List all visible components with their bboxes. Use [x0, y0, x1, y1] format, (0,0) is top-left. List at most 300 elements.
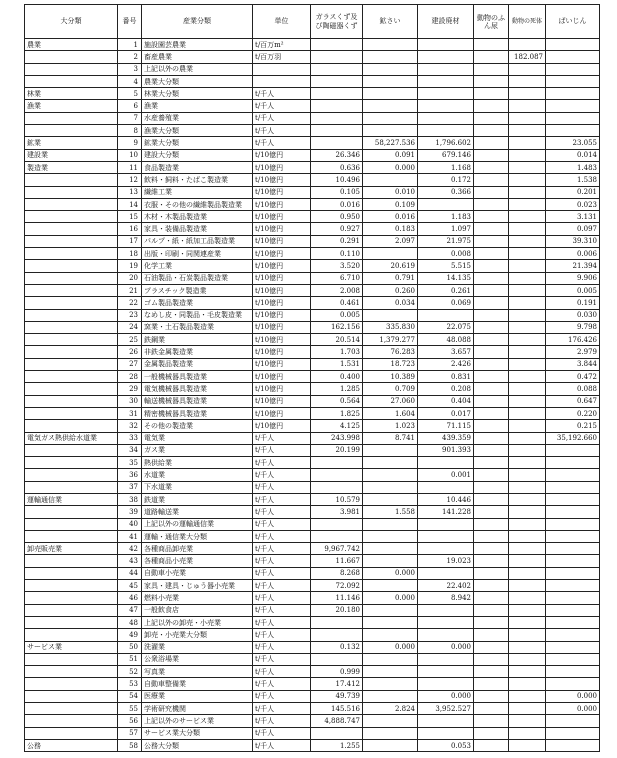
slag-value: 0.709 [363, 383, 418, 395]
row-number: 28 [118, 371, 142, 383]
industry-name: 金属製品製造業 [142, 358, 253, 370]
dust-value [546, 112, 600, 124]
carcass-value [509, 309, 546, 321]
unit-cell: t/千人 [253, 137, 311, 149]
table-row [25, 284, 600, 296]
manure-value [474, 297, 509, 309]
row-number: 22 [118, 297, 142, 309]
glass-value: 4,888.747 [311, 715, 363, 727]
slag-value: 0.016 [363, 211, 418, 223]
table-row [25, 149, 600, 161]
carcass-value [509, 543, 546, 555]
carcass-value [509, 321, 546, 333]
construction-value: 0.366 [418, 186, 474, 198]
construction-value [418, 125, 474, 137]
industry-name: 各種商品小売業 [142, 555, 253, 567]
carcass-value [509, 371, 546, 383]
carcass-value [509, 186, 546, 198]
unit-cell: t/10億円 [253, 358, 311, 370]
glass-value [311, 137, 363, 149]
unit-cell: t/千人 [253, 567, 311, 579]
construction-value: 19.023 [418, 555, 474, 567]
carcass-value [509, 580, 546, 592]
construction-value [418, 39, 474, 51]
dust-value: 9.798 [546, 321, 600, 333]
row-number: 14 [118, 198, 142, 210]
major-cell [25, 469, 118, 481]
manure-value [474, 444, 509, 456]
construction-value [418, 678, 474, 690]
header-slag: 鉱さい [363, 5, 418, 39]
glass-value [311, 653, 363, 665]
glass-value: 6.710 [311, 272, 363, 284]
major-cell [25, 420, 118, 432]
slag-value: 0.034 [363, 297, 418, 309]
major-cell [25, 358, 118, 370]
row-number: 30 [118, 395, 142, 407]
industry-name: 林業大分類 [142, 88, 253, 100]
slag-value [363, 112, 418, 124]
dust-value [546, 727, 600, 739]
carcass-value [509, 149, 546, 161]
table-row [25, 235, 600, 247]
glass-value: 20.199 [311, 444, 363, 456]
row-number: 11 [118, 161, 142, 173]
dust-value [546, 518, 600, 530]
glass-value [311, 88, 363, 100]
row-number: 8 [118, 125, 142, 137]
table-row [25, 198, 600, 210]
major-cell [25, 248, 118, 260]
manure-value [474, 715, 509, 727]
slag-value [363, 125, 418, 137]
table-row [25, 248, 600, 260]
construction-value: 0.261 [418, 284, 474, 296]
glass-value: 145.516 [311, 703, 363, 715]
manure-value [474, 125, 509, 137]
carcass-value [509, 223, 546, 235]
manure-value [474, 51, 509, 63]
dust-value [546, 567, 600, 579]
construction-value: 10.446 [418, 493, 474, 505]
carcass-value [509, 739, 546, 751]
dust-value: 0.201 [546, 186, 600, 198]
unit-cell: t/千人 [253, 444, 311, 456]
glass-value: 0.461 [311, 297, 363, 309]
industry-name: ゴム製品製造業 [142, 297, 253, 309]
unit-cell: t/千人 [253, 629, 311, 641]
row-number: 12 [118, 174, 142, 186]
row-number: 26 [118, 346, 142, 358]
construction-value [418, 481, 474, 493]
slag-value: 0.000 [363, 592, 418, 604]
table-row [25, 321, 600, 333]
table-row [25, 346, 600, 358]
header-glass: ガラスくず及び陶磁器くず [311, 5, 363, 39]
unit-cell: t/10億円 [253, 149, 311, 161]
construction-value [418, 75, 474, 87]
carcass-value [509, 567, 546, 579]
dust-value: 35,192.660 [546, 432, 600, 444]
industry-name: 上記以外の運輸通信業 [142, 518, 253, 530]
carcass-value [509, 555, 546, 567]
industry-name: ガス業 [142, 444, 253, 456]
unit-cell: t/千人 [253, 481, 311, 493]
unit-cell: t/千人 [253, 678, 311, 690]
row-number: 43 [118, 555, 142, 567]
carcass-value [509, 284, 546, 296]
dust-value: 0.191 [546, 297, 600, 309]
slag-value: 58,227.536 [363, 137, 418, 149]
unit-cell: t/10億円 [253, 395, 311, 407]
carcass-value [509, 481, 546, 493]
slag-value [363, 530, 418, 542]
slag-value [363, 88, 418, 100]
dust-value [546, 51, 600, 63]
construction-value [418, 653, 474, 665]
major-cell [25, 309, 118, 321]
major-cell: 公務 [25, 739, 118, 751]
construction-value: 0.208 [418, 383, 474, 395]
unit-cell: t/10億円 [253, 383, 311, 395]
slag-value: 27.060 [363, 395, 418, 407]
table-row [25, 75, 600, 87]
manure-value [474, 395, 509, 407]
row-number: 46 [118, 592, 142, 604]
header-dust: ばいじん [546, 5, 600, 39]
dust-value [546, 641, 600, 653]
construction-value [418, 63, 474, 75]
row-number: 2 [118, 51, 142, 63]
dust-value: 0.215 [546, 420, 600, 432]
slag-value [363, 309, 418, 321]
dust-value: 23.055 [546, 137, 600, 149]
table-row [25, 112, 600, 124]
construction-value [418, 567, 474, 579]
construction-value [418, 616, 474, 628]
industry-name: 医療業 [142, 690, 253, 702]
dust-value [546, 506, 600, 518]
major-cell [25, 407, 118, 419]
manure-value [474, 580, 509, 592]
industry-name: 洗濯業 [142, 641, 253, 653]
dust-value [546, 75, 600, 87]
major-cell [25, 567, 118, 579]
dust-value: 0.006 [546, 248, 600, 260]
construction-value: 439.359 [418, 432, 474, 444]
row-number: 31 [118, 407, 142, 419]
slag-value: 0.260 [363, 284, 418, 296]
table-row [25, 371, 600, 383]
unit-cell: t/千人 [253, 592, 311, 604]
construction-value: 71.115 [418, 420, 474, 432]
industry-name: 熱供給業 [142, 457, 253, 469]
row-number: 25 [118, 334, 142, 346]
major-cell [25, 530, 118, 542]
slag-value: 0.791 [363, 272, 418, 284]
carcass-value [509, 629, 546, 641]
industry-name: 公衆浴場業 [142, 653, 253, 665]
unit-cell: t/千人 [253, 518, 311, 530]
slag-value [363, 75, 418, 87]
manure-value [474, 469, 509, 481]
slag-value [363, 51, 418, 63]
dust-value [546, 616, 600, 628]
unit-cell: t/千人 [253, 666, 311, 678]
slag-value: 18.723 [363, 358, 418, 370]
dust-value [546, 543, 600, 555]
major-cell [25, 383, 118, 395]
table-row [25, 604, 600, 616]
manure-value [474, 272, 509, 284]
carcass-value [509, 346, 546, 358]
industry-name: 木材・木製品製造業 [142, 211, 253, 223]
slag-value: 335.830 [363, 321, 418, 333]
manure-value [474, 137, 509, 149]
unit-cell: t/千人 [253, 616, 311, 628]
carcass-value [509, 727, 546, 739]
table-row [25, 580, 600, 592]
industry-name: 鉄道業 [142, 493, 253, 505]
carcass-value [509, 395, 546, 407]
row-number: 23 [118, 309, 142, 321]
construction-value: 3.657 [418, 346, 474, 358]
table-row [25, 567, 600, 579]
row-number: 15 [118, 211, 142, 223]
slag-value: 1.558 [363, 506, 418, 518]
industry-name: なめし皮・同製品・毛皮製造業 [142, 309, 253, 321]
construction-value [418, 51, 474, 63]
manure-value [474, 112, 509, 124]
table-row [25, 641, 600, 653]
slag-value: 20.619 [363, 260, 418, 272]
dust-value [546, 653, 600, 665]
carcass-value [509, 666, 546, 678]
carcass-value: 182.087 [509, 51, 546, 63]
slag-value: 0.010 [363, 186, 418, 198]
dust-value [546, 739, 600, 751]
carcass-value [509, 469, 546, 481]
construction-value: 21.975 [418, 235, 474, 247]
carcass-value [509, 137, 546, 149]
slag-value: 2.097 [363, 235, 418, 247]
slag-value [363, 604, 418, 616]
dust-value: 1.483 [546, 161, 600, 173]
construction-value: 2.426 [418, 358, 474, 370]
manure-value [474, 358, 509, 370]
row-number: 53 [118, 678, 142, 690]
construction-value: 0.404 [418, 395, 474, 407]
unit-cell: t/10億円 [253, 211, 311, 223]
row-number: 39 [118, 506, 142, 518]
table-row [25, 186, 600, 198]
row-number: 21 [118, 284, 142, 296]
carcass-value [509, 39, 546, 51]
unit-cell: t/千人 [253, 727, 311, 739]
slag-value [363, 653, 418, 665]
unit-cell: t/千人 [253, 703, 311, 715]
glass-value: 1.285 [311, 383, 363, 395]
carcass-value [509, 88, 546, 100]
manure-value [474, 530, 509, 542]
slag-value: 0.000 [363, 161, 418, 173]
table-row [25, 457, 600, 469]
slag-value [363, 469, 418, 481]
manure-value [474, 223, 509, 235]
table-row [25, 383, 600, 395]
unit-cell: t/千人 [253, 125, 311, 137]
glass-value: 1.825 [311, 407, 363, 419]
carcass-value [509, 432, 546, 444]
carcass-value [509, 444, 546, 456]
table-row [25, 727, 600, 739]
industry-name: 電気機械器具製造業 [142, 383, 253, 395]
construction-value: 0.172 [418, 174, 474, 186]
manure-value [474, 518, 509, 530]
glass-value: 1.703 [311, 346, 363, 358]
glass-value [311, 100, 363, 112]
row-number: 45 [118, 580, 142, 592]
unit-cell: t/10億円 [253, 371, 311, 383]
carcass-value [509, 161, 546, 173]
dust-value [546, 88, 600, 100]
industry-name: 上記以外のサービス業 [142, 715, 253, 727]
slag-value [363, 678, 418, 690]
row-number: 37 [118, 481, 142, 493]
manure-value [474, 481, 509, 493]
row-number: 35 [118, 457, 142, 469]
manure-value [474, 88, 509, 100]
unit-cell [253, 63, 311, 75]
major-cell [25, 186, 118, 198]
unit-cell: t/千人 [253, 469, 311, 481]
major-cell [25, 395, 118, 407]
slag-value: 76.283 [363, 346, 418, 358]
construction-value [418, 604, 474, 616]
glass-value [311, 112, 363, 124]
industry-name: 鉄鋼業 [142, 334, 253, 346]
unit-cell: t/10億円 [253, 235, 311, 247]
industry-name: 出版・印刷・同関連産業 [142, 248, 253, 260]
table-row [25, 297, 600, 309]
major-cell [25, 235, 118, 247]
slag-value [363, 481, 418, 493]
slag-value [363, 39, 418, 51]
industry-name: 自動車小売業 [142, 567, 253, 579]
industry-name: 水産養殖業 [142, 112, 253, 124]
construction-value [418, 88, 474, 100]
glass-value: 8.268 [311, 567, 363, 579]
row-number: 47 [118, 604, 142, 616]
unit-cell: t/10億円 [253, 186, 311, 198]
major-cell: 建設業 [25, 149, 118, 161]
slag-value [363, 629, 418, 641]
dust-value [546, 481, 600, 493]
dust-value [546, 604, 600, 616]
table-row [25, 260, 600, 272]
construction-value [418, 530, 474, 542]
carcass-value [509, 703, 546, 715]
construction-value [418, 309, 474, 321]
manure-value [474, 653, 509, 665]
carcass-value [509, 272, 546, 284]
glass-value: 3.520 [311, 260, 363, 272]
major-cell [25, 260, 118, 272]
carcass-value [509, 198, 546, 210]
unit-cell: t/千人 [253, 100, 311, 112]
dust-value: 0.647 [546, 395, 600, 407]
dust-value [546, 39, 600, 51]
row-number: 52 [118, 666, 142, 678]
industry-name: プラスチック製造業 [142, 284, 253, 296]
industry-name: 畜産農業 [142, 51, 253, 63]
table-row [25, 629, 600, 641]
glass-value: 10.496 [311, 174, 363, 186]
glass-value: 4.125 [311, 420, 363, 432]
row-number: 51 [118, 653, 142, 665]
major-cell [25, 629, 118, 641]
unit-cell: t/10億円 [253, 260, 311, 272]
dust-value: 3.844 [546, 358, 600, 370]
construction-value: 1.183 [418, 211, 474, 223]
carcass-value [509, 530, 546, 542]
major-cell: サービス業 [25, 641, 118, 653]
row-number: 48 [118, 616, 142, 628]
header-no: 番号 [118, 5, 142, 39]
major-cell: 製造業 [25, 161, 118, 173]
slag-value: 2.824 [363, 703, 418, 715]
row-number: 32 [118, 420, 142, 432]
row-number: 6 [118, 100, 142, 112]
glass-value: 3.981 [311, 506, 363, 518]
unit-cell: t/千人 [253, 690, 311, 702]
dust-value [546, 530, 600, 542]
table-row [25, 666, 600, 678]
table-row [25, 530, 600, 542]
glass-value: 9,967.742 [311, 543, 363, 555]
unit-cell: t/千人 [253, 493, 311, 505]
industry-name: 輸送機械器具製造業 [142, 395, 253, 407]
table-row [25, 309, 600, 321]
industry-name: 家具・建具・じゅう器小売業 [142, 580, 253, 592]
slag-value: 0.091 [363, 149, 418, 161]
major-cell [25, 592, 118, 604]
construction-value [418, 518, 474, 530]
row-number: 1 [118, 39, 142, 51]
header-row [25, 5, 600, 39]
table-row [25, 174, 600, 186]
dust-value [546, 125, 600, 137]
unit-cell: t/千人 [253, 432, 311, 444]
major-cell [25, 616, 118, 628]
industry-name: 鉱業大分類 [142, 137, 253, 149]
industry-name: 一般飲食店 [142, 604, 253, 616]
manure-value [474, 678, 509, 690]
major-cell [25, 371, 118, 383]
table-row [25, 555, 600, 567]
row-number: 17 [118, 235, 142, 247]
construction-value [418, 727, 474, 739]
table-row [25, 223, 600, 235]
slag-value: 0.183 [363, 223, 418, 235]
carcass-value [509, 248, 546, 260]
table-row [25, 161, 600, 173]
header-industry: 産業分類 [142, 5, 253, 39]
carcass-value [509, 358, 546, 370]
construction-value [418, 457, 474, 469]
major-cell [25, 703, 118, 715]
major-cell [25, 284, 118, 296]
